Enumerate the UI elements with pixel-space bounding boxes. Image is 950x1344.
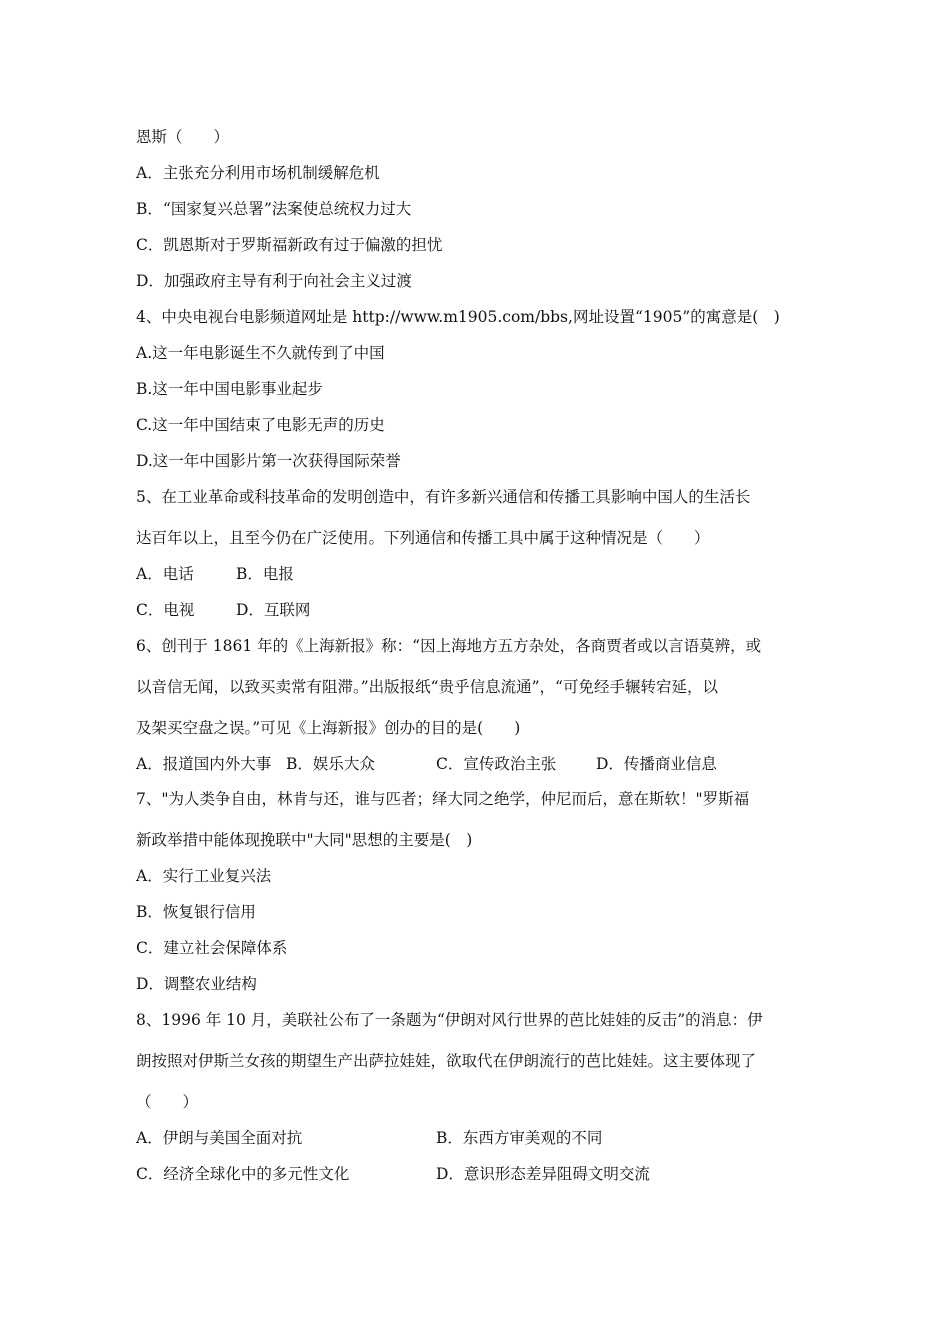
q8-option-d: D．意识形态差异阻碍文明交流 <box>436 1165 650 1183</box>
q6-stem-line3: 及架买空盘之误。”可见《上海新报》创办的目的是( ) <box>136 719 521 737</box>
q5-option-d: D．互联网 <box>236 601 311 619</box>
q8-option-c: C．经济全球化中的多元性文化 <box>136 1165 350 1183</box>
q7-stem-line2: 新政举措中能体现挽联中"大同"思想的主要是( ) <box>136 831 473 849</box>
q7-stem-line1: 7、"为人类争自由，林肯与还，谁与匹者；绎大同之绝学，仲尼而后，意在斯软！"罗斯福 <box>136 790 750 808</box>
q3-option-c: C．凯恩斯对于罗斯福新政有过于偏激的担忧 <box>136 236 443 254</box>
q6-option-a: A．报道国内外大事 <box>136 755 272 773</box>
q6-stem-line1: 6、创刊于 1861 年的《上海新报》称：“因上海地方五方杂处，各商贾者或以言语莫辨，或 <box>136 637 762 655</box>
q8-option-a: A．伊朗与美国全面对抗 <box>136 1129 303 1147</box>
q5-option-c: C．电视 <box>136 601 195 619</box>
q6-option-b: B．娱乐大众 <box>286 755 375 773</box>
q4-option-d: D.这一年中国影片第一次获得国际荣誉 <box>136 452 401 470</box>
q8-stem-line3: （ ） <box>136 1093 199 1111</box>
q3-option-b: B．“国家复兴总署”法案使总统权力过大 <box>136 200 412 218</box>
q8-stem-line2: 朗按照对伊斯兰女孩的期望生产出萨拉娃娃，欲取代在伊朗流行的芭比娃娃。这主要体现了 <box>136 1052 757 1070</box>
q5-stem-line1: 5、在工业革命或科技革命的发明创造中，有许多新兴通信和传播工具影响中国人的生活长 <box>136 488 751 506</box>
q7-option-c: C．建立社会保障体系 <box>136 939 288 957</box>
q6-stem-line2: 以音信无闻，以致买卖常有阻滞。”出版报纸“贵乎信息流通”，“可免经手辗转宕延，以 <box>136 678 718 696</box>
q4-option-b: B.这一年中国电影事业起步 <box>136 380 323 398</box>
q8-option-b: B．东西方审美观的不同 <box>436 1129 603 1147</box>
q6-option-d: D．传播商业信息 <box>596 755 717 773</box>
q7-option-b: B．恢复银行信用 <box>136 903 256 921</box>
q7-option-a: A．实行工业复兴法 <box>136 867 272 885</box>
q7-option-d: D．调整农业结构 <box>136 975 257 993</box>
q5-option-a: A．电话 <box>136 565 194 583</box>
q3-option-a: A．主张充分利用市场机制缓解危机 <box>136 164 380 182</box>
q6-option-c: C．宣传政治主张 <box>436 755 557 773</box>
q3-stem-end: 恩斯（ ） <box>136 128 230 146</box>
q5-option-b: B．电报 <box>236 565 294 583</box>
q4-option-c: C.这一年中国结束了电影无声的历史 <box>136 416 385 434</box>
q4-option-a: A.这一年电影诞生不久就传到了中国 <box>136 344 385 362</box>
q4-stem: 4、中央电视台电影频道网址是 http://www.m1905.com/bbs,网址设置“1905”的寓意是( ) <box>136 308 780 326</box>
q3-option-d: D．加强政府主导有利于向社会主义过渡 <box>136 272 412 290</box>
q8-stem-line1: 8、1996 年 10 月，美联社公布了一条题为“伊朗对风行世界的芭比娃娃的反击”的消息：伊 <box>136 1011 763 1029</box>
q5-stem-line2: 达百年以上，且至今仍在广泛使用。下列通信和传播工具中属于这种情况是（ ） <box>136 529 710 547</box>
